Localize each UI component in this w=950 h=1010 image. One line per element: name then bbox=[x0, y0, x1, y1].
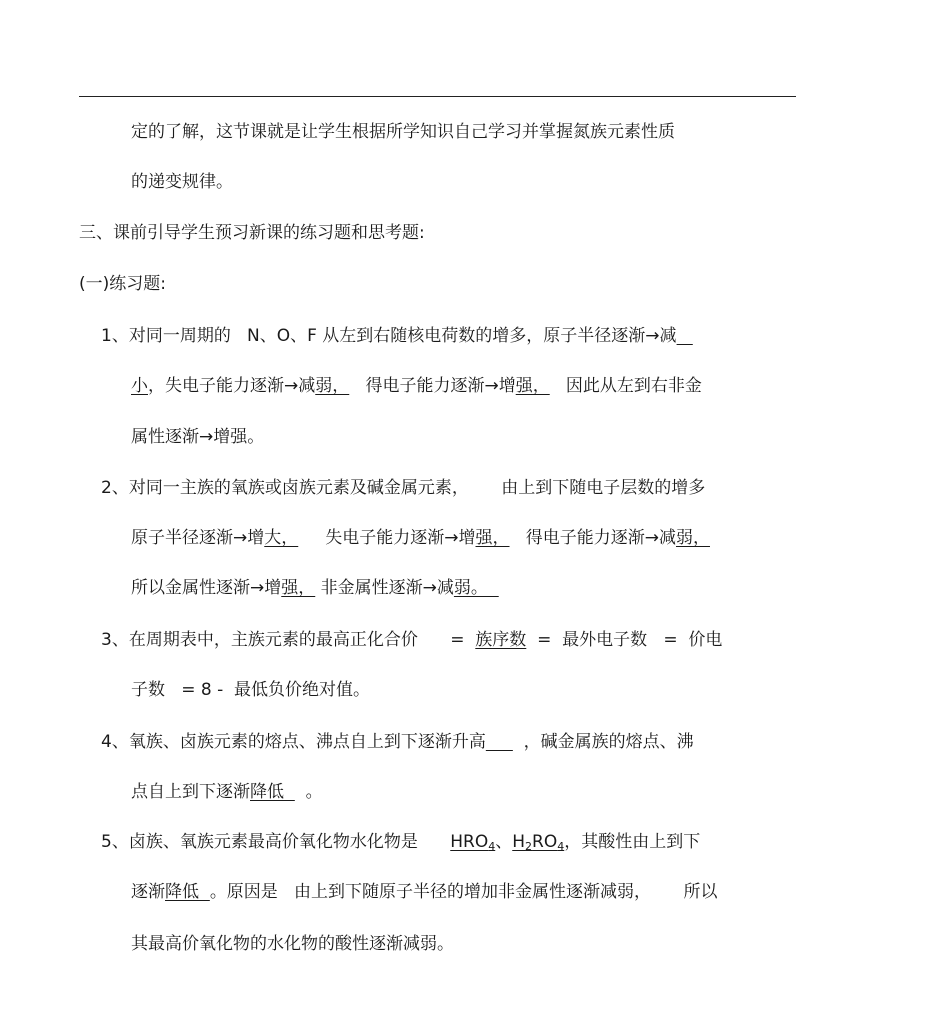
q1-line-2 bbox=[131, 374, 702, 398]
q3-line-1 bbox=[101, 628, 722, 652]
formula-subscript: 2 bbox=[525, 840, 533, 853]
q5-line-1 bbox=[101, 830, 700, 854]
q1-text: 1、对同一周期的 N、O、F 从左到右随核电荷数的增多，原子半径逐渐→减 bbox=[101, 326, 677, 346]
q4-text: ，碱金属族的熔点、沸 bbox=[512, 732, 694, 752]
q5-separator: 、 bbox=[495, 832, 513, 852]
q2-text: 非金属性逐渐→减 bbox=[315, 578, 454, 598]
section-title: 三、课前引导学生预习新课的练习题和思考题: bbox=[79, 223, 425, 243]
q1-text: 得电子能力逐渐→增 bbox=[349, 376, 516, 396]
q1-line-1 bbox=[101, 324, 693, 348]
q2-answer-metal: 强， bbox=[281, 578, 316, 598]
q2-text: 原子半径逐渐→增 bbox=[131, 528, 265, 548]
q2-line-1: 2、对同一主族的氧族或卤族元素及碱金属元素， 由上到下随电子层数的增多 bbox=[101, 478, 706, 498]
q2-answer-weak: 弱， bbox=[675, 528, 710, 548]
q5-line-3: 其最高价氧化物的水化物的酸性逐渐减弱。 bbox=[131, 934, 454, 954]
q3-text: 3、在周期表中，主族元素的最高正化合价 = bbox=[101, 630, 476, 650]
q5-line-2 bbox=[131, 880, 717, 904]
q5-text: 逐渐 bbox=[131, 882, 165, 902]
q4-text: 点自上到下逐渐 bbox=[131, 782, 250, 802]
q3-line-2: 子数 = 8 - 最低负价绝对值。 bbox=[131, 680, 371, 700]
q2-text: 所以金属性逐渐→增 bbox=[131, 578, 282, 598]
intro-line-1: 定的了解，这节课就是让学生根据所学知识自己学习并掌握氮族元素性质 bbox=[131, 122, 675, 142]
formula-part: H bbox=[512, 832, 526, 852]
q2-answer-big: 大， bbox=[264, 528, 299, 548]
q2-text: 得电子能力逐渐→减 bbox=[509, 528, 676, 548]
formula-part: RO bbox=[532, 832, 558, 852]
q4-text: 。 bbox=[294, 782, 323, 802]
q1-text: 因此从左到右非金 bbox=[549, 376, 702, 396]
intro-line-2: 的递变规律。 bbox=[131, 172, 233, 192]
header-rule bbox=[79, 96, 796, 97]
q2-answer-strong: 强， bbox=[475, 528, 510, 548]
q3-answer-group-number: 族序数 bbox=[475, 630, 527, 650]
q2-answer-nonmetal: 弱。 bbox=[453, 578, 499, 598]
q5-text: 。原因是 由上到下随原子半径的增加非金属性逐渐减弱， 所以 bbox=[209, 882, 718, 902]
q2-line-3 bbox=[131, 576, 499, 600]
q1-answer-weak: 弱， bbox=[315, 376, 350, 396]
subsection-title: (一)练习题: bbox=[79, 274, 166, 294]
q4-text: 4、氧族、卤族元素的熔点、沸点自上到下逐渐升高 bbox=[101, 732, 486, 752]
q5-answer-lower: 降低 bbox=[165, 882, 210, 902]
q2-text: 失电子能力逐渐→增 bbox=[298, 528, 476, 548]
q5-formula-hro4 bbox=[450, 832, 495, 852]
formula-subscript: 4 bbox=[488, 840, 496, 853]
q4-line-2 bbox=[131, 780, 323, 804]
q4-answer-lower: 降低 bbox=[250, 782, 295, 802]
q3-text: = 最外电子数 = 价电 bbox=[526, 630, 723, 650]
q1-answer-strong: 强， bbox=[515, 376, 550, 396]
q5-text: 5、卤族、氧族元素最高价氧化物水化物是 bbox=[101, 832, 451, 852]
q1-answer-small: 小 bbox=[131, 376, 148, 396]
q1-blank bbox=[677, 326, 693, 346]
q5-text: ，其酸性由上到下 bbox=[564, 832, 701, 852]
q1-line-3: 属性逐渐→增强。 bbox=[131, 427, 265, 447]
formula-part: HRO bbox=[450, 832, 489, 852]
formula-subscript: 4 bbox=[557, 840, 565, 853]
q5-formula-h2ro4 bbox=[512, 832, 564, 852]
q4-blank bbox=[486, 732, 513, 752]
q2-line-2 bbox=[131, 526, 710, 550]
q4-line-1 bbox=[101, 730, 694, 754]
q1-text: ，失电子能力逐渐→减 bbox=[148, 376, 316, 396]
